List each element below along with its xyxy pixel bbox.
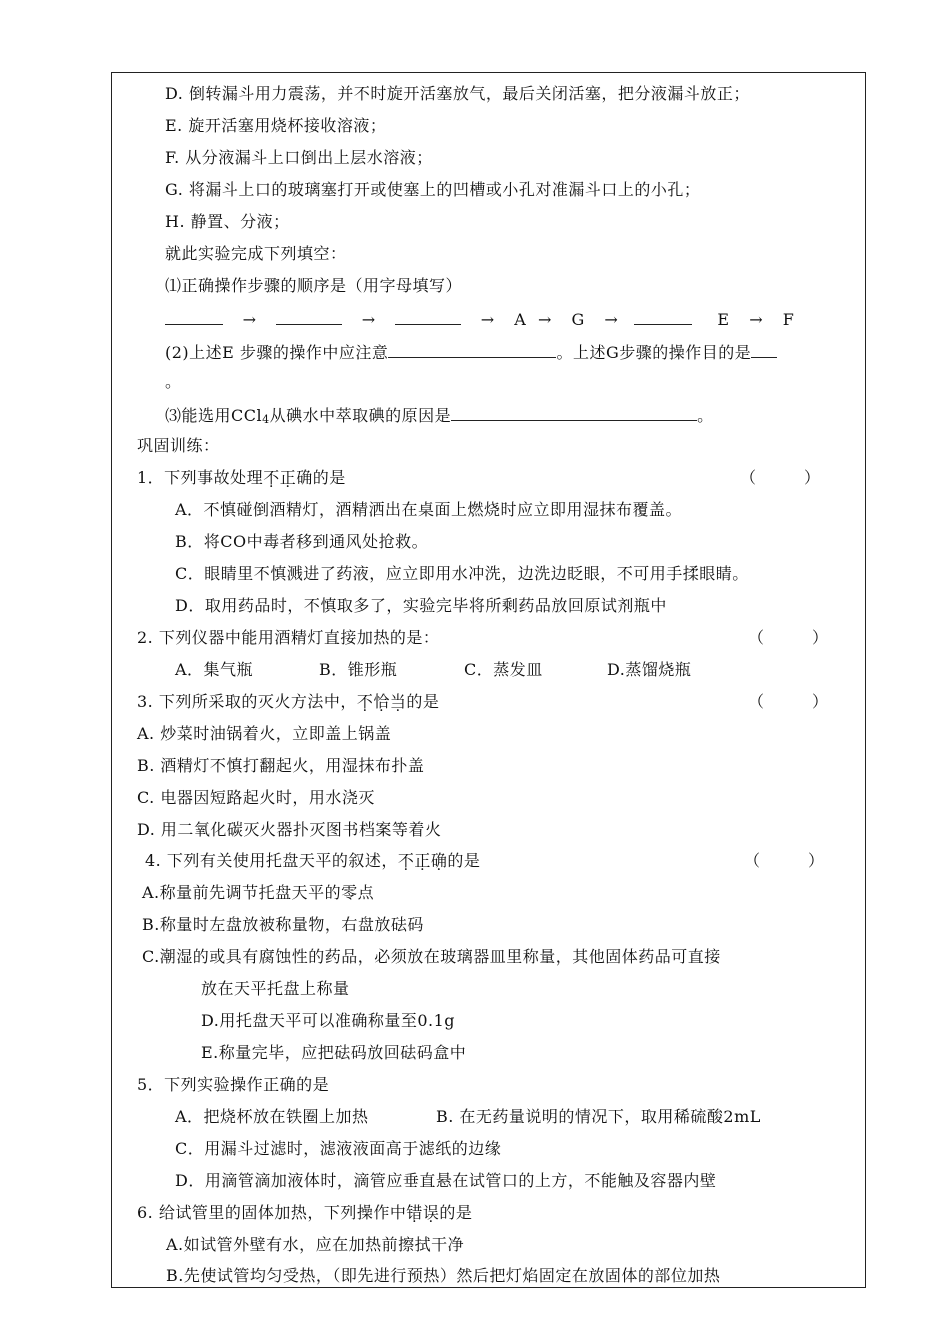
q5-option-d: D．用滴管滴加液体时，滴管应垂直悬在试管口的上方，不能触及容器内壁: [175, 1171, 717, 1190]
q5-option-b: B. 在无药量说明的情况下，取用稀硫酸2mL: [436, 1107, 761, 1126]
q1-option-b: B．将CO中毒者移到通风处抢救。: [175, 532, 429, 551]
q1-option-d: D．取用药品时，不慎取多了，实验完毕将所剩药品放回原试剂瓶中: [175, 596, 667, 615]
q4-option-b: B.称量时左盘放被称量物，右盘放砝码: [142, 915, 424, 934]
q6-stem: 6. 给试管里的固体加热，下列操作中错误的是: [137, 1203, 473, 1222]
step-h: H. 静置、分液；: [165, 212, 290, 231]
step-d: D. 倒转漏斗用力震荡，并不时旋开活塞放气，最后关闭活塞，把分液漏斗放正；: [165, 84, 750, 103]
arrow: →: [361, 310, 376, 329]
q5-option-c: C．用漏斗过滤时，滤液液面高于滤纸的边缘: [175, 1139, 502, 1158]
arrow: →: [537, 310, 552, 329]
q2-text: 。上述G步骤的操作目的是: [556, 343, 752, 362]
answer-blank[interactable]: [165, 308, 223, 325]
q4-option-c-cont: 放在天平托盘上称量: [201, 979, 350, 998]
q4-option-c: C.潮湿的或具有腐蚀性的药品，必须放在玻璃器皿里称量，其他固体药品可直接: [142, 947, 721, 966]
q2-option-c: C．蒸发皿: [464, 660, 543, 679]
answer-paren[interactable]: （ ）: [748, 692, 829, 711]
q1-sequence-prompt: ⑴正确操作步骤的顺序是（用字母填写）: [165, 276, 463, 295]
q3-text: 从碘水中萃取碘的原因是: [269, 406, 452, 425]
step-f: F. 从分液漏斗上口倒出上层水溶液；: [165, 148, 433, 167]
arrow: →: [480, 310, 495, 329]
step-letter: F: [782, 310, 795, 329]
q5-option-a: A．把烧杯放在铁圈上加热: [175, 1107, 369, 1126]
step-e: E. 旋开活塞用烧杯接收溶液；: [165, 116, 387, 135]
q5-stem: 5．下列实验操作正确的是: [137, 1075, 330, 1094]
q4-stem: 4. 下列有关使用托盘天平的叙述，不正确的是: [145, 851, 481, 870]
q3-stem: 3. 下列所采取的灭火方法中，不恰当的是: [137, 692, 440, 711]
q3-text: 。: [697, 406, 714, 425]
arrow: →: [749, 310, 764, 329]
arrow: →: [604, 310, 619, 329]
q3-option-a: A. 炒菜时油锅着火，立即盖上锅盖: [137, 724, 392, 743]
answer-paren[interactable]: （ ）: [748, 628, 829, 647]
q3-text: ⑶能选用CCl: [165, 406, 263, 425]
q4-option-d: D.用托盘天平可以准确称量至0.1g: [201, 1011, 456, 1030]
q2-stem: 2. 下列仪器中能用酒精灯直接加热的是：: [137, 628, 440, 647]
q3-fill: [165, 404, 714, 430]
q2-end: 。: [165, 372, 182, 391]
q2-text: (2)上述E 步骤的操作中应注意: [165, 343, 389, 362]
answer-blank[interactable]: [751, 341, 777, 358]
q2-fill: [165, 341, 777, 363]
q2-option-a: A．集气瓶: [175, 660, 254, 679]
q4-option-a: A.称量前先调节托盘天平的零点: [142, 883, 375, 902]
step-letter: A: [514, 310, 527, 329]
answer-paren[interactable]: （ ）: [744, 851, 825, 870]
answer-blank[interactable]: [634, 308, 692, 325]
q2-option-b: B．锥形瓶: [319, 660, 398, 679]
q3-option-c: C. 电器因短路起火时，用水浇灭: [137, 788, 375, 807]
sequence-row: [165, 308, 794, 330]
fill-prompt: 就此实验完成下列填空：: [165, 244, 347, 263]
step-letter: G: [571, 310, 585, 329]
step-letter: E: [717, 310, 730, 329]
answer-paren[interactable]: （ ）: [740, 468, 821, 487]
subscript: 4: [262, 413, 270, 426]
q1-option-c: C．眼睛里不慎溅进了药液，应立即用水冲洗，边洗边眨眼，不可用手揉眼睛。: [175, 564, 749, 583]
step-g: G. 将漏斗上口的玻璃塞打开或使塞上的凹槽或小孔对准漏斗口上的小孔；: [165, 180, 701, 199]
q6-option-b: B.先使试管均匀受热，（即先进行预热）然后把灯焰固定在放固体的部位加热: [166, 1266, 721, 1285]
answer-blank[interactable]: [395, 308, 461, 325]
answer-blank[interactable]: [276, 308, 342, 325]
q1-option-a: A．不慎碰倒酒精灯，酒精洒出在桌面上燃烧时应立即用湿抹布覆盖。: [175, 500, 683, 519]
q1-stem: 1．下列事故处理不正确的是: [137, 468, 346, 487]
q2-option-d: D.蒸馏烧瓶: [607, 660, 692, 679]
arrow: →: [242, 310, 257, 329]
q6-option-a: A.如试管外壁有水，应在加热前擦拭干净: [166, 1235, 465, 1254]
answer-blank[interactable]: [451, 404, 697, 421]
q4-option-e: E.称量完毕，应把砝码放回砝码盒中: [201, 1043, 467, 1062]
answer-blank[interactable]: [388, 341, 556, 358]
q3-option-d: D. 用二氧化碳灭火器扑灭图书档案等着火: [137, 820, 442, 839]
section-title: 巩固训练：: [137, 436, 220, 455]
q3-option-b: B. 酒精灯不慎打翻起火，用湿抹布扑盖: [137, 756, 425, 775]
